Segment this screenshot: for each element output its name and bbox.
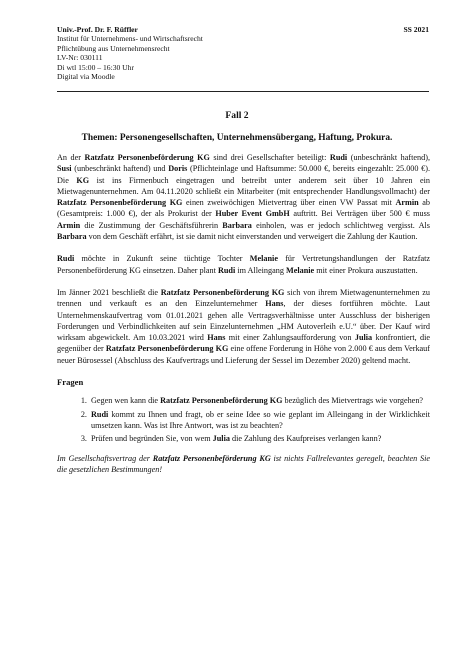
question-3: 3. Prüfen und begründen Sie, von wem Julia die Zahlung des Kaufpreises verlangen kann? [89, 433, 430, 444]
header-divider [57, 91, 429, 92]
case-title: Fall 2 [225, 110, 249, 121]
institute: Institut für Unternehmens- und Wirtschaftsrecht [57, 34, 203, 44]
course-name: Pflichtübung aus Unternehmensrecht [57, 43, 170, 53]
paragraph-1: An der Ratzfatz Personenbeförderung KG sind drei Gesellschafter beteiligt: Rudi (unbeschränkt haftend), Susi (unbeschränkt haftend) und Doris (Pflichteinlage und Haftsumme: 50.000 €, bereits eingezahlt: 25.000 €). Die KG ist ins Firmenbuch eingetragen und betreibt unter anderem seit über 10 Jahren ein Mietwagenunternehmen. Am 04.11.2020 schließt ein Mitarbeiter (mit entsprechender Handlungsvollmacht) der Ratzfatz Personenbeförderung KG einen zweiwöchigen Mietvertrag über einen VW Passat mit Armin ab (Gesamtpreis: 1.000 €), der als Prokurist der Huber Event GmbH auftritt. Bei Verträgen über 500 € muss Armin die Zustimmung der Geschäftsführerin Barbara einholen, was er jedoch schlichtweg vergisst. Als Barbara von dem Geschäft erfährt, ist sie damit nicht einverstanden und verweigert die Zahlung der Kaution. [57, 153, 431, 242]
paragraph-2: Rudi möchte in Zukunft seine tüchtige Tochter Melanie für Vertretungshandlungen der Ratzfatz Personenbeförderung KG einsetzen. Daher plant Rudi im Alleingang Melanie mit einer Prokura auszustatten. [57, 254, 430, 275]
semester: SS 2021 [403, 25, 429, 34]
course-mode: Digital via Moodle [57, 72, 115, 82]
course-time: Di wtl 15:00 – 16:30 Uhr [57, 62, 134, 72]
closing-note: Im Gesellschaftsvertrag der Ratzfatz Personenbeförderung KG ist nichts Fallrelevantes geregelt, beachten Sie die gesetzlichen Bestimmungen! [57, 453, 430, 474]
paragraph-3: Im Jänner 2021 beschließt die Ratzfatz Personenbeförderung KG sich von ihrem Mietwagenunternehmen zu trennen und verkauft es an den Einzelunternehmer Hans, der dieses fortführen möchte. Laut Unternehmenskaufvertrag vom 01.01.2021 gehen alle Vertragsverhältnisse unter Ausschluss der bisherigen Forderungen und Verbindlichkeiten auf sein Einzelunternehmen „HM Autoverleih e.U.“ über. Der Kauf wird wirksam abgewickelt. Am 10.03.2021 wird Hans mit einer Zahlungsaufforderung von Julia konfrontiert, die gegenüber der Ratzfatz Personenbeförderung KG eine offene Forderung in Höhe von 2.000 € aus dem Verkauf neuer Bürosessel (Abschluss des Kaufvertrags und Lieferung der Sessel im Dezember 2020) geltend macht. [57, 287, 431, 365]
lv-number: LV-Nr: 030111 [57, 53, 103, 63]
questions-list [57, 395, 430, 444]
document-header [57, 25, 429, 81]
case-body [57, 152, 430, 486]
questions-heading: Fragen [57, 377, 84, 388]
question-2: 2. Rudi kommt zu Ihnen und fragt, ob er seine Idee so wie geplant im Alleingang in der Wirklichkeit umsetzen kann. Was ist Ihre Antwort, was ist zu beachten? [89, 409, 430, 432]
professor-name: Univ.-Prof. Dr. F. Rüffler [57, 25, 138, 34]
question-1: 1. Gegen wen kann die Ratzfatz Personenbeförderung KG bezüglich des Mietvertrags wie vorgehen? [89, 395, 430, 406]
case-themes: Themen: Personengesellschaften, Unternehmensübergang, Haftung, Prokura. [81, 133, 393, 143]
